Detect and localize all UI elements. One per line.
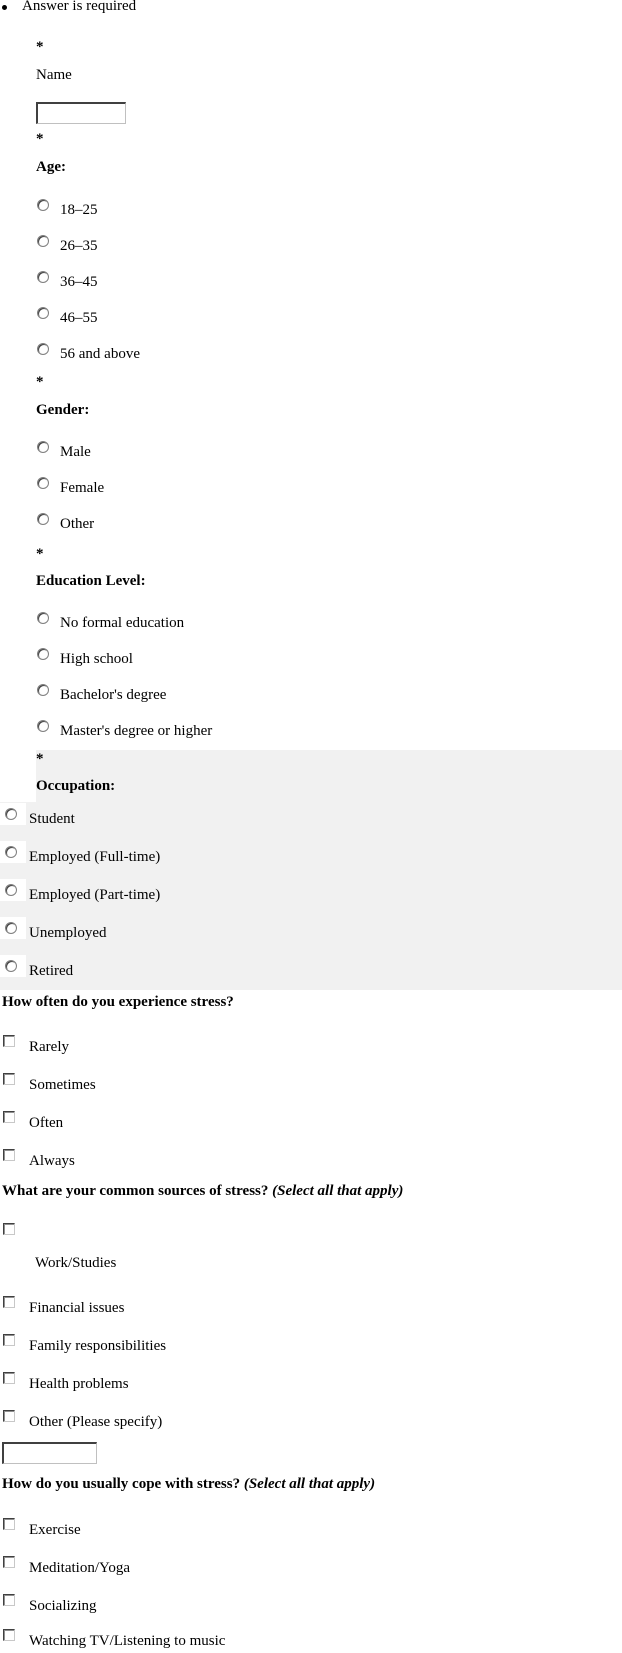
occupation-option-label: Employed (Part-time): [29, 887, 161, 903]
stress-sources-option-label: Family responsibilities: [29, 1338, 167, 1354]
stress-sources-checkbox-health[interactable]: [3, 1372, 15, 1384]
coping-label: [2, 1475, 375, 1493]
occupation-option-label: Unemployed: [29, 925, 107, 941]
gender-radio-male[interactable]: [37, 441, 49, 453]
age-radio-18-25[interactable]: [37, 199, 49, 211]
gender-radio-other[interactable]: [37, 513, 49, 525]
education-radio-bachelors[interactable]: [37, 684, 49, 696]
gender-required-mark: *: [36, 374, 44, 390]
coping-option-label: Watching TV/Listening to music: [29, 1633, 226, 1649]
age-option-label: 56 and above: [60, 346, 140, 362]
error-message: Answer is required: [22, 0, 137, 14]
name-input[interactable]: [36, 102, 126, 124]
stress-sources-option-label: Work/Studies: [35, 1255, 117, 1271]
stress-frequency-checkbox-often[interactable]: [3, 1111, 15, 1123]
age-radio-26-35[interactable]: [37, 235, 49, 247]
occupation-radio-part-time[interactable]: [5, 884, 17, 896]
education-option-label: Master's degree or higher: [60, 723, 213, 739]
coping-checkbox-meditation[interactable]: [3, 1556, 15, 1568]
stress-sources-other-input[interactable]: [2, 1442, 97, 1464]
stress-sources-checkbox-work[interactable]: [3, 1223, 15, 1235]
stress-frequency-checkbox-always[interactable]: [3, 1149, 15, 1161]
education-radio-none[interactable]: [37, 612, 49, 624]
stress-frequency-option-label: Sometimes: [29, 1077, 96, 1093]
stress-sources-option-label: Financial issues: [29, 1300, 125, 1316]
occupation-label: Occupation:: [36, 778, 116, 794]
age-required-mark: *: [36, 131, 44, 147]
stress-sources-checkbox-other[interactable]: [3, 1410, 15, 1422]
stress-frequency-checkbox-sometimes[interactable]: [3, 1073, 15, 1085]
age-option-label: 36–45: [60, 274, 98, 290]
stress-frequency-option-label: Always: [29, 1153, 75, 1169]
age-option-label: 18–25: [60, 202, 98, 218]
occupation-panel-notch: [0, 750, 36, 802]
gender-option-label: Male: [60, 444, 91, 460]
name-required-mark: *: [36, 39, 44, 55]
stress-frequency-checkbox-rarely[interactable]: [3, 1035, 15, 1047]
education-option-label: No formal education: [60, 615, 185, 631]
stress-sources-label-text: What are your common sources of stress?: [2, 1183, 269, 1199]
stress-frequency-option-label: Often: [29, 1115, 64, 1131]
occupation-option-label: Employed (Full-time): [29, 849, 161, 865]
age-radio-36-45[interactable]: [37, 271, 49, 283]
occupation-required-mark: *: [36, 751, 44, 767]
education-required-mark: *: [36, 546, 44, 562]
stress-sources-hint: (Select all that apply): [272, 1183, 404, 1199]
stress-frequency-option-label: Rarely: [29, 1039, 69, 1055]
coping-checkbox-exercise[interactable]: [3, 1518, 15, 1530]
education-option-label: High school: [60, 651, 133, 667]
gender-radio-female[interactable]: [37, 477, 49, 489]
coping-checkbox-socializing[interactable]: [3, 1594, 15, 1606]
education-label: Education Level:: [36, 573, 146, 589]
stress-sources-option-label: Other (Please specify): [29, 1414, 163, 1430]
coping-option-label: Exercise: [29, 1522, 81, 1538]
coping-label-text: How do you usually cope with stress?: [2, 1476, 241, 1492]
occupation-radio-full-time[interactable]: [5, 846, 17, 858]
error-bullet-icon: [2, 5, 7, 10]
stress-sources-label: [2, 1182, 403, 1200]
education-radio-high-school[interactable]: [37, 648, 49, 660]
age-radio-56-above[interactable]: [37, 343, 49, 355]
gender-option-label: Female: [60, 480, 105, 496]
occupation-radio-retired[interactable]: [5, 960, 17, 972]
coping-checkbox-tv-music[interactable]: [3, 1629, 15, 1641]
gender-label: Gender:: [36, 402, 90, 418]
education-option-label: Bachelor's degree: [60, 687, 167, 703]
age-option-label: 46–55: [60, 310, 98, 326]
coping-option-label: Meditation/Yoga: [29, 1560, 130, 1576]
coping-hint: (Select all that apply): [243, 1476, 376, 1492]
occupation-radio-unemployed[interactable]: [5, 922, 17, 934]
stress-sources-checkbox-financial[interactable]: [3, 1296, 15, 1308]
gender-option-label: Other: [60, 516, 95, 532]
coping-option-label: Socializing: [29, 1598, 97, 1614]
age-option-label: 26–35: [60, 238, 98, 254]
stress-frequency-label: How often do you experience stress?: [2, 994, 234, 1010]
occupation-option-label: Student: [29, 811, 75, 827]
age-label: Age:: [36, 159, 66, 175]
stress-sources-option-label: Health problems: [29, 1376, 129, 1392]
age-radio-46-55[interactable]: [37, 307, 49, 319]
occupation-option-label: Retired: [29, 963, 74, 979]
occupation-radio-student[interactable]: [5, 808, 17, 820]
stress-sources-checkbox-family[interactable]: [3, 1334, 15, 1346]
education-radio-masters[interactable]: [37, 720, 49, 732]
name-label: Name: [36, 67, 72, 83]
